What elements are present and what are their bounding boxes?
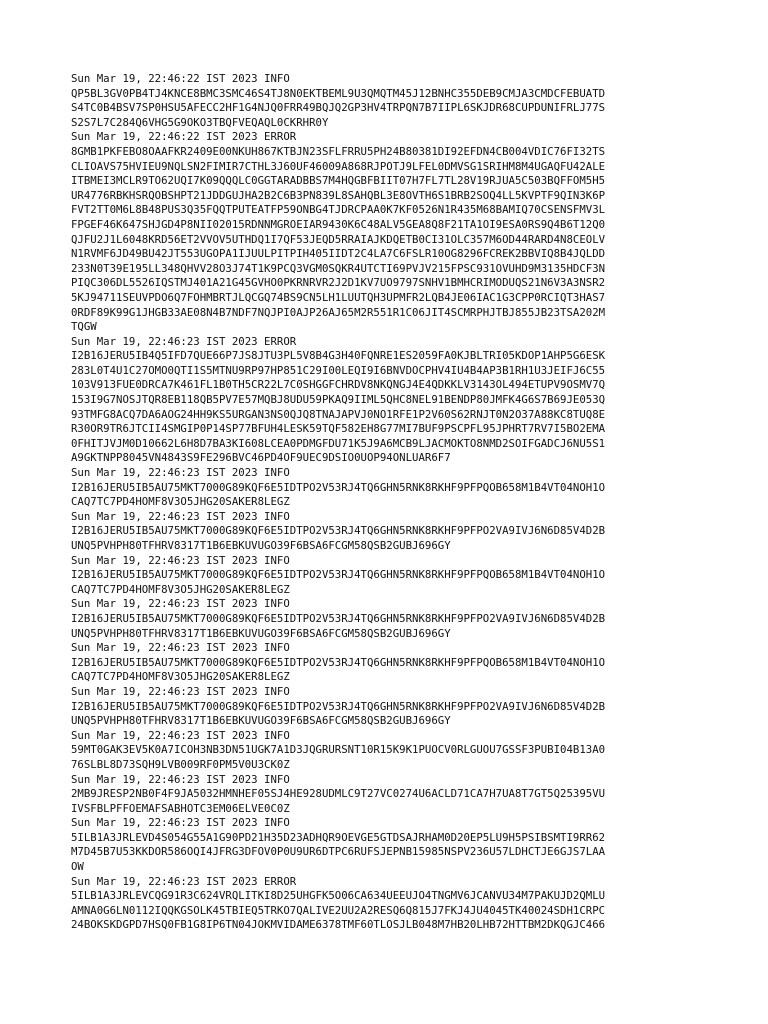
log-entry-line: 103V913FUE0DRCA7K461FL1B0TH5CR22L7C0SHGGFCHRDV8NKQNGJ4E4QDKKLV3143OL494ETUPV9OSMV7Q bbox=[71, 378, 606, 392]
log-document bbox=[71, 72, 711, 933]
log-entry-line: CAQ7TC7PD4HOMF8V3O5JHG20SAKER8LEGZ bbox=[71, 670, 290, 684]
log-entry-line: UR4776RBKHSRQOBSHPT21JDDGUJHA2B2C6B3PN839L8SAHQBL3E8OVTH6S1BRB2SOQ4LL5KVPTF9QIN3K6P bbox=[71, 188, 606, 202]
log-entry-line: I2B16JERU5IB5AU75MKT7000G89KQF6E5IDTPO2V53RJ4TQ6GHN5RNK8RKHF9PFPQOB658M1B4VT04NOH1O bbox=[71, 480, 606, 494]
log-entry-line: CAQ7TC7PD4HOMF8V3O5JHG20SAKER8LEGZ bbox=[71, 582, 290, 596]
log-entry-line: 233N0T39E195LL348QHVV28O3J74T1K9PCQ3VGM0SQKR4UTCTI69PVJV215FPSC931OVUHD9M3135HDCF3N bbox=[71, 261, 606, 275]
log-entry-line: UNQ5PVHPH80TFHRV8317T1B6EBKUVUGO39F6BSA6FCGM58QSB2GUBJ696GY bbox=[71, 539, 451, 552]
log-entry bbox=[71, 72, 711, 130]
log-entry-line: FVT2TT0M6L8B48PUS3Q35FQQTPUTEATFP59ONBG4TJDRCPAA0K7KF0526N1R435M68BAMIQ70CSENSFMV3L bbox=[71, 203, 606, 217]
log-entry-line: 59MT0GAK3EV5K0A7ICOH3NB3DN51UGK7A1D3JQGRURSNT10R15K9K1PUOCV0RLGUOU7GSSF3PUBI04B13A0 bbox=[71, 743, 606, 757]
log-entry-line: 0RDF89K99G1JHGB33AE08N4B7NDF7NQJPI0AJP26AJ65M2R551R1C06JIT4SCMRPHJTBJ855JB23TSA202M bbox=[71, 305, 606, 319]
log-entry-header: Sun Mar 19, 22:46:23 IST 2023 INFO bbox=[71, 728, 290, 742]
log-entry-header: Sun Mar 19, 22:46:23 IST 2023 INFO bbox=[71, 509, 290, 523]
log-entry-header: Sun Mar 19, 22:46:23 IST 2023 INFO bbox=[71, 816, 290, 830]
log-entry-header: Sun Mar 19, 22:46:22 IST 2023 INFO bbox=[71, 72, 290, 85]
log-entry-line: N1RVMF6JD49BU42JT553UGOPA1IJUULPITPIH405IIDT2C4LA7C6FSLR10OG8296FCREK2BBVIQ8B4JQLDD bbox=[71, 247, 606, 261]
log-entry-line: M7D45B7U53KKDOR586OQI4JFRG3DFOV0P0U9UR6DTPC6RUFSJEPNB15985NSPV236U57LDHCTJE6GJS7LAA bbox=[71, 845, 606, 859]
log-entry-line: I2B16JERU5IB5AU75MKT7000G89KQF6E5IDTPO2V53RJ4TQ6GHN5RNK8RKHF9PFPO2VA9IVJ6N6D85V4D2B bbox=[71, 524, 606, 538]
log-entry-line: 5KJ94711SEUVPDO6Q7FOHMBRTJLQCGQ74BS9CN5LH1LUUTQH3UPMFR2LQB4JE06IAC1G3CPP0RCIQT3HAS7 bbox=[71, 290, 606, 304]
log-entry-header: Sun Mar 19, 22:46:22 IST 2023 ERROR bbox=[71, 130, 297, 144]
log-entry bbox=[71, 773, 711, 817]
log-entry-line: CAQ7TC7PD4HOMF8V3O5JHG20SAKER8LEGZ bbox=[71, 495, 290, 509]
log-entry-line: 8GMB1PKFEBO8OAAFKR2409E00NKUH867KTBJN23SFLFRRU5PH24B80381DI92EFDN4CB004VDIC76FI32TS bbox=[71, 144, 606, 158]
log-entry-header: Sun Mar 19, 22:46:23 IST 2023 INFO bbox=[71, 553, 290, 567]
log-entry-line: S2S7L7C284Q6VHG5G9OKO3TBQFVEQAQL0CKRHR0Y bbox=[71, 115, 329, 129]
log-entry-line: S4TC0B4BSV7SP0HSU5AFECC2HF1G4NJQ0FRR49BQJQ2GP3HV4TRPQN7B7IIPL6SKJDR68CUPDUNIFRLJ77S bbox=[71, 101, 606, 115]
log-entry-line: I2B16JERU5IB5AU75MKT7000G89KQF6E5IDTPO2V53RJ4TQ6GHN5RNK8RKHF9PFPO2VA9IVJ6N6D85V4D2B bbox=[71, 699, 606, 713]
log-entry-line: ITBMEI3MCLR9TO62UQI7K09QQQLC0GGTARADBBS7M4HQGBFBIIT07H7FL7TL28V19RJUA5C503BQFFOM5H5 bbox=[71, 174, 606, 188]
log-entry bbox=[71, 466, 711, 510]
log-entry-line: QJFU2J1L6048KRD56ET2VVOV5UTHDQ1I7QF53JEQD5RRAIAJKDQETB0CI31OLC357M6OD44RARD4N8CEOLV bbox=[71, 232, 606, 246]
log-entry-header: Sun Mar 19, 22:46:23 IST 2023 ERROR bbox=[71, 334, 297, 348]
log-entry-header: Sun Mar 19, 22:46:23 IST 2023 INFO bbox=[71, 641, 290, 655]
log-entry-line: QP5BL3GV0PB4TJ4KNCE8BMC3SMC46S4TJ8N0EKTBEML9U3QMQTM45J12BNHC355DEB9CMJA3CMDCFEBUATD bbox=[71, 86, 606, 100]
log-entry-line: 5ILB1A3JRLEVD4S054G55A1G90PD21H35D23ADHQR9OEVGE5GTDSAJRHAM0D20EP5LU9H5PSIBSMTI9RR62 bbox=[71, 830, 606, 844]
log-entry-header: Sun Mar 19, 22:46:23 IST 2023 INFO bbox=[71, 466, 290, 480]
log-entry-header: Sun Mar 19, 22:46:23 IST 2023 INFO bbox=[71, 597, 290, 611]
log-entry bbox=[71, 875, 711, 933]
log-entry-line: I2B16JERU5IB5AU75MKT7000G89KQF6E5IDTPO2V53RJ4TQ6GHN5RNK8RKHF9PFPQOB658M1B4VT04NOH1O bbox=[71, 655, 606, 669]
log-entry-line: AMNA0G6LN0112IQQKGSOLK45TBIEQ5TRKO7QALIVE2UU2A2RESQ6Q815J7FKJ4JU4045TK40024SDH1CRPC bbox=[71, 903, 606, 917]
log-entry bbox=[71, 597, 711, 641]
log-entry-line: UNQ5PVHPH80TFHRV8317T1B6EBKUVUGO39F6BSA6FCGM58QSB2GUBJ696GY bbox=[71, 714, 451, 728]
log-entry-header: Sun Mar 19, 22:46:23 IST 2023 ERROR bbox=[71, 874, 297, 888]
log-entry bbox=[71, 729, 711, 773]
log-entry-line: 153I9G7NOSJTQR8EB118QB5PV7E57MQBJ8UDU59PKAQ9IIML5QHC8NEL91BENDP80JMFK4G6S7B69JE053Q bbox=[71, 393, 606, 407]
log-entry-line: CLIOAVS75HVIEU9NQLSN2FIMIR7CTHL3J60UF46009A868RJPOTJ9LFEL0DMVSG1SRIHM8M4UGAQFU42ALE bbox=[71, 159, 606, 173]
log-entry bbox=[71, 641, 711, 685]
log-entry bbox=[71, 510, 711, 554]
log-entry-line: 24BOKSKDGPD7HSQ0FB1G8IP6TN04JOKMVIDAME6378TMF60TLOSJLB048M7HB20LHB72HTTBM2DKQGJC466 bbox=[71, 918, 606, 932]
log-entry-line: 2MB9JRESP2NB0F4F9JA5032HMNHEF05SJ4HE928UDMLC9T27VC0274U6ACLD71CA7H7UA8T7GT5Q25395VU bbox=[71, 787, 606, 801]
log-entry-line: I2B16JERU5IB4Q5IFD7QUE66P7JS8JTU3PL5V8B4G3H40FQNRE1ES2059FA0KJBLTRI05KDOP1AHP5G6ESK bbox=[71, 349, 606, 363]
log-entry-line: A9GKTNPP8045VN4843S9FE296BVC46PD4OF9UEC9DSIO0UOP94ONLUAR6F7 bbox=[71, 451, 451, 465]
log-entry-line: IVSFBLPFFOEMAFSABHOTC3EM06ELVE0C0Z bbox=[71, 801, 290, 815]
log-entry bbox=[71, 816, 711, 874]
log-entry bbox=[71, 335, 711, 466]
log-entry bbox=[71, 554, 711, 598]
log-entry-line: OW bbox=[71, 860, 84, 874]
log-entry-line: R30OR9TR6JTCII4SMGIP0P14SP77BFUH4LESK59TQF582EH8G77MI7BUF9PSCPFL95JPHRT7RV7I5BO2EMA bbox=[71, 422, 606, 436]
log-entry-line: UNQ5PVHPH80TFHRV8317T1B6EBKUVUGO39F6BSA6FCGM58QSB2GUBJ696GY bbox=[71, 626, 451, 640]
log-entry-line: I2B16JERU5IB5AU75MKT7000G89KQF6E5IDTPO2V53RJ4TQ6GHN5RNK8RKHF9PFPO2VA9IVJ6N6D85V4D2B bbox=[71, 611, 606, 625]
log-entry-header: Sun Mar 19, 22:46:23 IST 2023 INFO bbox=[71, 772, 290, 786]
log-entry-line: FPGEF46K647SHJGD4P8NII02015RDNNMGROEIAR9430K6C48ALV5GEA8Q8F21TA1OI9ESA0RS9Q4B6T12Q0 bbox=[71, 217, 606, 231]
log-entry-line: 76SLBL8D73SQH9LVB009RF0PM5V0U3CK0Z bbox=[71, 757, 290, 771]
log-entry-line: 5ILB1A3JRLEVCQG91R3C624VRQLITKI8D25UHGFK5O06CA634UEEUJO4TNGMV6JCANVU34M7PAKUJD2QMLU bbox=[71, 889, 606, 903]
log-entry-line: 93TMFG8ACQ7DA6AOG24HH9KS5URGAN3NS0QJQ8TNAJAPVJ0NO1RFE1P2V60S62RNJT0N2O37A88KC8TUQ8E bbox=[71, 407, 606, 421]
log-entry-line: 0FHITJVJM0D10662L6H8D7BA3KI608LCEA0PDMGFDU71K5J9A6MCB9LJACMOKTO8NMD2SOIFGADCJ6NU5S1 bbox=[71, 436, 606, 450]
log-entry-line: 283L0T4U1C27OMO0QTI1S5MTNU9RP97HP851C29I00LEQI9I6BNVDOCPHV4IU4B4AP3B1RH1U3JEIFJ6C55 bbox=[71, 363, 606, 377]
log-entry-header: Sun Mar 19, 22:46:23 IST 2023 INFO bbox=[71, 684, 290, 698]
log-entry-line: I2B16JERU5IB5AU75MKT7000G89KQF6E5IDTPO2V53RJ4TQ6GHN5RNK8RKHF9PFPQOB658M1B4VT04NOH1O bbox=[71, 568, 606, 582]
log-entry bbox=[71, 130, 711, 334]
log-entry-line: PIQC306DL5526IQSTMJ401A21G45GVHO0PKRNRVR2J2D1KV7UO9797SNHV1BMHCRIMODUQS21N6V3A3NSR2 bbox=[71, 276, 606, 290]
log-entry bbox=[71, 685, 711, 729]
log-entry-line: TQGW bbox=[71, 320, 97, 334]
